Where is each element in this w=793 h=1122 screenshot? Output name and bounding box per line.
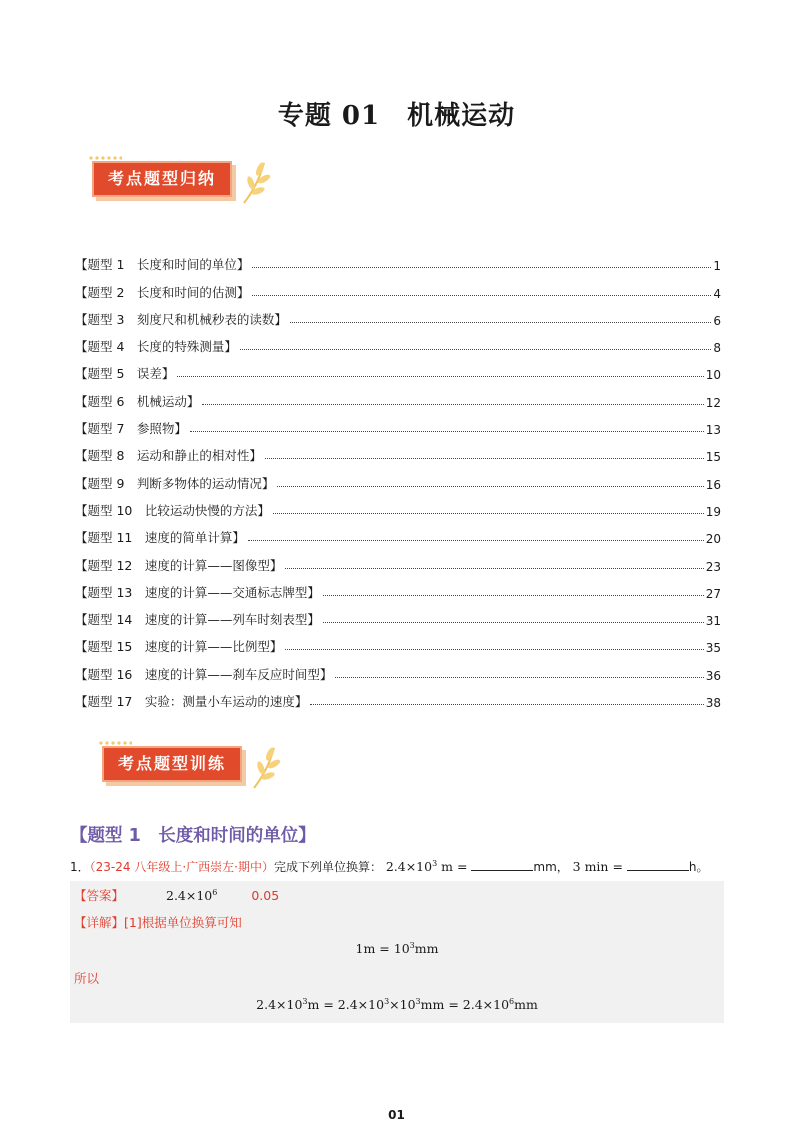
toc-item-page: 27: [705, 586, 721, 601]
question-source: （23-24 八年级上·广西崇左·期中）: [89, 860, 274, 874]
toc-item[interactable]: [75, 301, 721, 328]
toc-leader-dots: [240, 349, 711, 350]
detail-text: [1]根据单位换算可知: [124, 915, 242, 930]
section-banner-summary: [88, 155, 278, 209]
toc-leader-dots: [277, 486, 703, 487]
toc-leader-dots: [290, 322, 711, 323]
toc-item-label: 【题型 3 刻度尺和机械秒表的读数】: [75, 311, 287, 327]
toc-item-label: 【题型 8 运动和静止的相对性】: [75, 448, 262, 464]
conclusion-label: 所以: [74, 971, 100, 986]
toc-leader-dots: [285, 649, 703, 650]
toc-item-label: 【题型 12 速度的计算——图像型】: [75, 557, 283, 573]
toc-item[interactable]: [75, 273, 721, 300]
unit-2: h。: [688, 860, 709, 874]
toc-item-page: 20: [705, 532, 721, 547]
expression-2: 3 min =: [572, 859, 627, 874]
toc-item-page: 8: [713, 341, 721, 356]
section-banner-training: [98, 740, 288, 794]
toc-item-page: 12: [705, 395, 721, 410]
toc-item-label: 【题型 16 速度的计算——刹车反应时间型】: [75, 666, 333, 682]
toc-leader-dots: [252, 267, 711, 268]
toc-item-page: 10: [705, 368, 721, 383]
toc-item-label: 【题型 7 参照物】: [75, 421, 187, 437]
toc-leader-dots: [323, 595, 704, 596]
toc-item-page: 23: [705, 559, 721, 574]
toc-item-label: 【题型 10 比较运动快慢的方法】: [75, 502, 270, 518]
toc-leader-dots: [335, 677, 703, 678]
toc-leader-dots: [252, 295, 711, 296]
toc-item-label: 【题型 17 实验：测量小车运动的速度】: [75, 694, 308, 710]
toc-item-label: 【题型 14 速度的计算——列车时刻表型】: [75, 612, 320, 628]
toc-item[interactable]: [75, 655, 721, 682]
answer-blank-2[interactable]: [627, 860, 689, 871]
toc-item-page: 35: [705, 641, 721, 656]
section-heading: 【题型 1 长度和时间的单位】: [70, 826, 316, 846]
page-number: 01: [388, 1108, 405, 1122]
toc-item-label: 【题型 2 长度和时间的估测】: [75, 284, 250, 300]
toc-item[interactable]: [75, 601, 721, 628]
question-1: [70, 858, 730, 875]
toc-item[interactable]: [75, 355, 721, 382]
toc-item-label: 【题型 4 长度的特殊测量】: [75, 339, 237, 355]
toc-leader-dots: [177, 376, 703, 377]
toc-leader-dots: [248, 540, 704, 541]
equation-2: $2.4\times 10^3m = 2.4\times 10^3\times 10^3mm = 2.4\times 10^6mm$: [256, 997, 538, 1013]
toc-item[interactable]: [75, 246, 721, 273]
answer-value-1: $2.4\times 10^6$: [166, 887, 218, 903]
toc-item[interactable]: [75, 492, 721, 519]
toc-item[interactable]: [75, 437, 721, 464]
toc-item[interactable]: [75, 519, 721, 546]
toc-item[interactable]: [75, 328, 721, 355]
toc-item-page: 4: [713, 286, 721, 301]
expression-1: $2.4\times 10^3$ m =: [385, 858, 472, 874]
toc-item-label: 【题型 6 机械运动】: [75, 393, 200, 409]
answer-blank-1[interactable]: [471, 860, 533, 871]
toc-item-page: 1: [713, 259, 721, 274]
toc-leader-dots: [285, 568, 703, 569]
toc-item[interactable]: [75, 628, 721, 655]
toc-item-page: 31: [705, 614, 721, 629]
toc-item-label: 【题型 1 长度和时间的单位】: [75, 257, 250, 273]
answer-box: [70, 881, 724, 1023]
toc-item-page: 36: [705, 668, 721, 683]
toc-item-label: 【题型 5 误差】: [75, 366, 175, 382]
question-number: 1．: [70, 860, 90, 874]
toc-item-label: 【题型 11 速度的简单计算】: [75, 530, 245, 546]
banner-label: 考点题型归纳: [92, 161, 232, 197]
answer-value-2: 0.05: [251, 888, 280, 903]
toc-item[interactable]: [75, 410, 721, 437]
toc-item-page: 38: [705, 696, 721, 711]
answer-label: 【答案】: [74, 888, 125, 903]
question-prompt: 完成下列单位换算：: [273, 860, 382, 874]
toc-item-page: 16: [705, 477, 721, 492]
toc-leader-dots: [265, 458, 704, 459]
answer-row: [74, 886, 279, 904]
toc-item[interactable]: [75, 574, 721, 601]
detail-label: 【详解】: [74, 915, 125, 930]
toc-item-page: 19: [705, 504, 721, 519]
unit-1: mm，: [533, 860, 569, 874]
detail-row: [74, 913, 242, 931]
toc-item-label: 【题型 15 速度的计算——比例型】: [75, 639, 283, 655]
toc-item[interactable]: [75, 683, 721, 710]
equation-1: $1m = 10^3mm$: [355, 941, 439, 957]
toc-leader-dots: [202, 404, 703, 405]
table-of-contents: [75, 246, 721, 710]
toc-item-label: 【题型 9 判断多物体的运动情况】: [75, 475, 275, 491]
toc-item-page: 13: [705, 423, 721, 438]
toc-item-label: 【题型 13 速度的计算——交通标志牌型】: [75, 584, 320, 600]
toc-item[interactable]: [75, 546, 721, 573]
toc-leader-dots: [323, 622, 704, 623]
toc-leader-dots: [190, 431, 704, 432]
page-title: 专题 01 机械运动: [277, 101, 516, 131]
toc-item[interactable]: [75, 464, 721, 491]
banner-label: 考点题型训练: [102, 746, 242, 782]
wheat-leaf-icon: [248, 744, 282, 790]
wheat-leaf-icon: [238, 159, 272, 205]
toc-item[interactable]: [75, 382, 721, 409]
toc-leader-dots: [273, 513, 704, 514]
toc-item-page: 6: [713, 313, 721, 328]
toc-item-page: 15: [705, 450, 721, 465]
toc-leader-dots: [310, 704, 703, 705]
